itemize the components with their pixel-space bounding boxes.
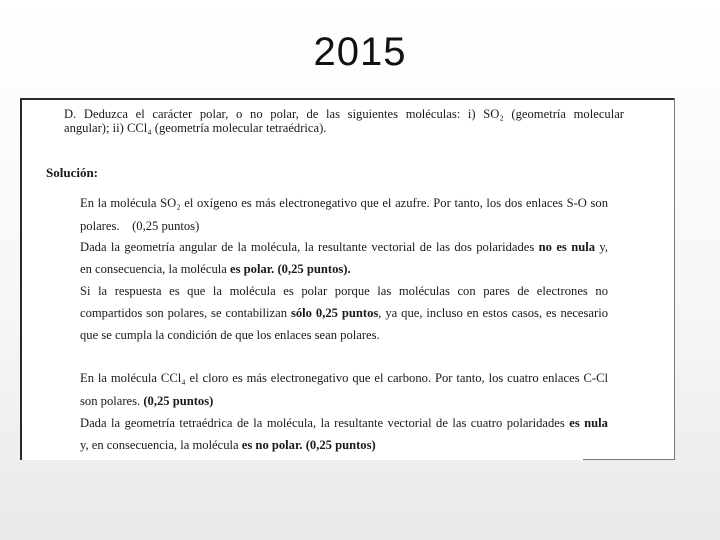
so2-not-null-text: no es nula xyxy=(538,240,595,254)
ccl4-geometry-text: Dada la geometría tetraédrica de la molécula, la resultante vectorial de las cuatro polaridades xyxy=(80,416,565,430)
ccl4-line-1: En la molécula CCl₄ el cloro es más electronegativo que el carbono. Por tanto, los cuatro enlaces C-Cl xyxy=(80,371,608,385)
ccl4-bonds-points: (0,25 puntos) xyxy=(143,394,214,408)
so2-line-5: Si la respuesta es que la molécula es polar porque las moléculas con pares de electrones no xyxy=(80,284,608,298)
so2-and-text: y, xyxy=(599,240,608,254)
ccl4-line-3 xyxy=(80,416,608,430)
question-line-2: angular); ii) CCl₄ (geometría molecular tetraédrica). xyxy=(64,121,327,135)
so2-line-3 xyxy=(80,240,608,254)
ccl4-line-4 xyxy=(80,438,376,452)
so2-only-points-text: sólo 0,25 puntos xyxy=(290,306,379,320)
so2-line-2 xyxy=(80,219,199,233)
so2-line-4 xyxy=(80,262,351,276)
document-border-left xyxy=(20,98,22,460)
so2-bonds-polar-text: polares. xyxy=(80,219,120,233)
document-border-right xyxy=(674,98,675,460)
so2-line-6 xyxy=(80,306,608,320)
so2-count-text: compartidos son polares, se contabilizan xyxy=(80,306,288,320)
document-border-bottom xyxy=(583,459,675,460)
ccl4-is-null-text: es nula xyxy=(569,416,608,430)
so2-bonds-points: (0,25 puntos) xyxy=(132,219,200,233)
ccl4-bonds-polar-text: son polares. xyxy=(80,394,141,408)
ccl4-line-2 xyxy=(80,394,213,408)
so2-consequence-text: en consecuencia, la molécula xyxy=(80,262,227,276)
so2-is-polar-text: es polar. (0,25 puntos). xyxy=(230,262,351,276)
ccl4-consequence-text: y, en consecuencia, la molécula xyxy=(80,438,239,452)
solution-heading: Solución: xyxy=(46,165,99,180)
document-border-top xyxy=(20,98,675,100)
ccl4-non-polar-text: es no polar. (0,25 puntos) xyxy=(241,438,376,452)
so2-line-7: que se cumpla la condición de que los enlaces sean polares. xyxy=(80,328,380,342)
question-line-1: D. Deduzca el carácter polar, o no polar, de las siguientes moléculas: i) SO₂ (geometría molecular xyxy=(64,107,624,121)
document-excerpt xyxy=(20,98,675,460)
so2-line-1: En la molécula SO₂ el oxígeno es más electronegativo que el azufre. Por tanto, los dos enlaces S-O son xyxy=(80,196,608,210)
so2-geometry-text: Dada la geometría angular de la molécula, la resultante vectorial de las dos polaridades xyxy=(80,240,535,254)
slide-title: 2015 xyxy=(313,30,407,74)
so2-necessary-text: , ya que, incluso en estos casos, es necesario xyxy=(378,306,608,320)
